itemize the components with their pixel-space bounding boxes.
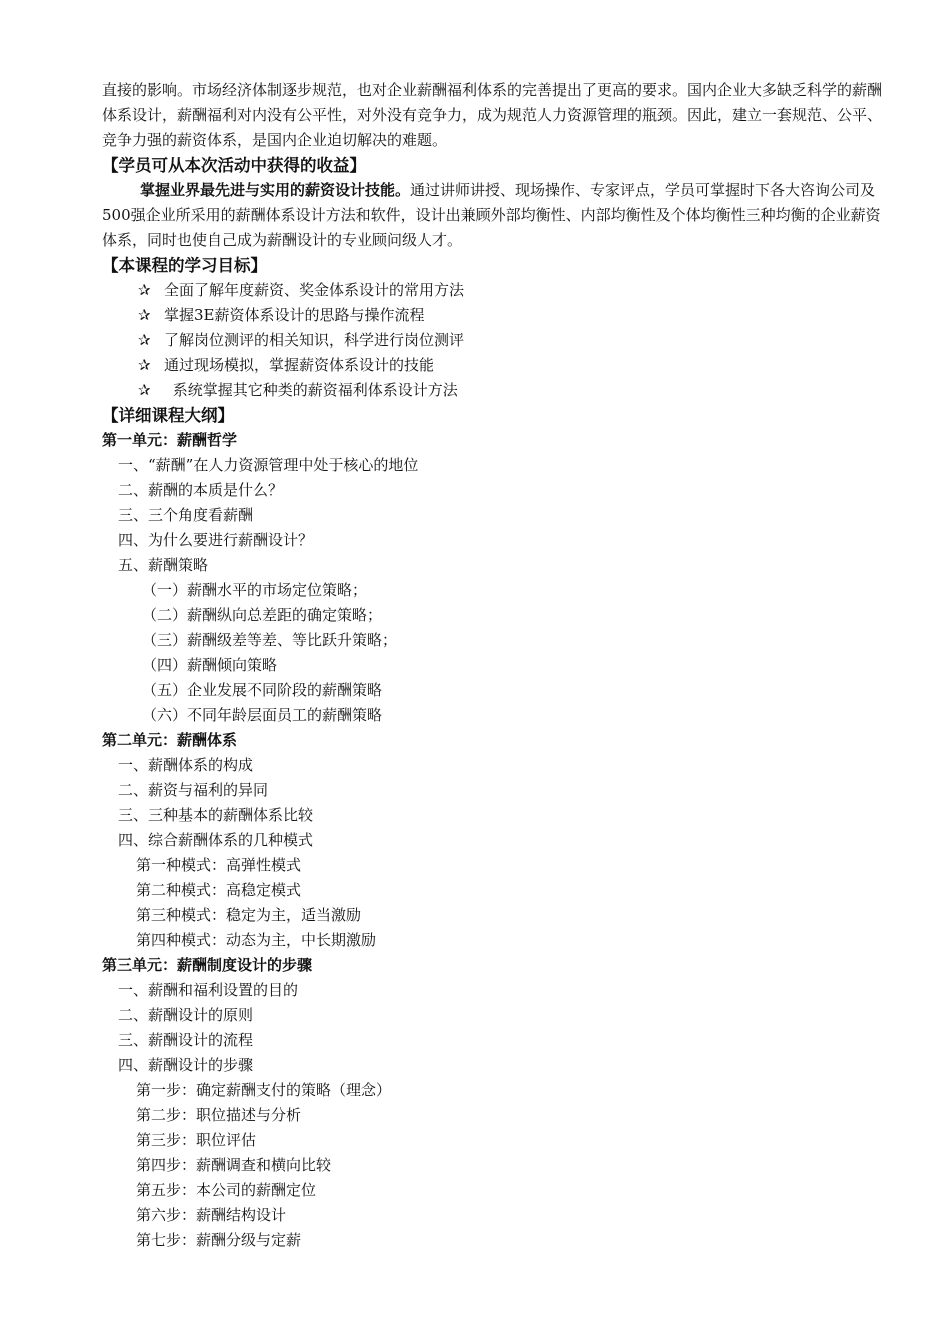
- outline-subitem: （三）薪酬级差等差、等比跃升策略；: [142, 631, 398, 649]
- benefits-heading: 【学员可从本次活动中获得的收益】: [102, 156, 366, 175]
- outline-subitem: 第六步：薪酬结构设计: [136, 1206, 287, 1224]
- benefits-lead: 掌握业界最先进与实用的薪资设计技能。: [140, 181, 411, 199]
- intro-paragraph: 直接的影响。市场经济体制逐步规范，也对企业薪酬福利体系的完善提出了更高的要求。国内企业大多缺乏科学的薪酬体系设计，薪酬福利对内没有公平性，对外没有竞争力，成为规范人力资源管理的瓶颈。因此，建立一套规范、公平、竞争力强的薪资体系，是国内企业迫切解决的难题。: [102, 81, 883, 149]
- outline-subitem: 第二步：职位描述与分析: [136, 1106, 302, 1124]
- outline-item: 一、薪酬和福利设置的目的: [118, 981, 299, 999]
- outline-subitem: （六）不同年龄层面员工的薪酬策略: [142, 706, 383, 724]
- outline-subitem: 第一步：确定薪酬支付的策略（理念）: [136, 1081, 392, 1099]
- document-page: [102, 78, 882, 1253]
- outline-subitem: （二）薪酬纵向总差距的确定策略；: [142, 606, 383, 624]
- outline-subitem: （四）薪酬倾向策略: [142, 656, 278, 674]
- star-icon: ✰: [138, 381, 151, 399]
- outline-item: 一、“薪酬”在人力资源管理中处于核心的地位: [118, 456, 419, 474]
- outline-item: 三、三个角度看薪酬: [118, 506, 254, 524]
- outline-item: 二、薪酬的本质是什么？: [118, 481, 284, 499]
- unit2-title: 第二单元：薪酬体系: [102, 731, 238, 749]
- goal-item: ✰ 通过现场模拟，掌握薪资体系设计的技能: [102, 353, 882, 378]
- outline-subitem: 第三种模式：稳定为主，适当激励: [136, 906, 362, 924]
- outline-item: 二、薪酬设计的原则: [118, 1006, 254, 1024]
- benefits-paragraph: [102, 178, 882, 253]
- outline-item: 四、为什么要进行薪酬设计？: [118, 531, 314, 549]
- goals-heading: 【本课程的学习目标】: [102, 256, 267, 275]
- goal-item: ✰ 了解岗位测评的相关知识，科学进行岗位测评: [102, 328, 882, 353]
- outline-heading: 【详细课程大纲】: [102, 406, 234, 425]
- star-icon: ✰: [138, 356, 151, 374]
- outline-item: 二、薪资与福利的异同: [118, 781, 269, 799]
- goal-item: ✰ 全面了解年度薪资、奖金体系设计的常用方法: [102, 278, 882, 303]
- outline-item: 四、薪酬设计的步骤: [118, 1056, 254, 1074]
- outline-subitem: 第四种模式：动态为主，中长期激励: [136, 931, 377, 949]
- unit3-title: 第三单元：薪酬制度设计的步骤: [102, 956, 313, 974]
- unit1-title: 第一单元：薪酬哲学: [102, 431, 238, 449]
- outline-subitem: 第三步：职位评估: [136, 1131, 257, 1149]
- outline-item: 四、综合薪酬体系的几种模式: [118, 831, 314, 849]
- star-icon: ✰: [138, 306, 151, 324]
- goal-item: ✰ 掌握3E薪资体系设计的思路与操作流程: [102, 303, 882, 328]
- goals-list: [102, 278, 882, 403]
- outline-item: 三、三种基本的薪酬体系比较: [118, 806, 314, 824]
- outline-item: 一、薪酬体系的构成: [118, 756, 254, 774]
- outline-subitem: 第四步：薪酬调查和横向比较: [136, 1156, 332, 1174]
- outline-item: 三、薪酬设计的流程: [118, 1031, 254, 1049]
- outline-item: 五、薪酬策略: [118, 556, 209, 574]
- goal-item: ✰ 系统掌握其它种类的薪资福利体系设计方法: [102, 378, 882, 403]
- outline-subitem: 第五步：本公司的薪酬定位: [136, 1181, 317, 1199]
- outline-subitem: 第七步：薪酬分级与定薪: [136, 1231, 302, 1249]
- outline-subitem: （一）薪酬水平的市场定位策略；: [142, 581, 368, 599]
- outline-subitem: （五）企业发展不同阶段的薪酬策略: [142, 681, 383, 699]
- benefits-body: 通过讲师讲授、现场操作、专家评点，学员可掌握时下各大咨询公司及500强企业所采用的薪酬体系设计方法和软件，设计出兼顾外部均衡性、内部均衡性及个体均衡性三种均衡的企业薪资体系，同时也使自己成为薪酬设计的专业顾问级人才。: [102, 181, 881, 249]
- star-icon: ✰: [138, 331, 151, 349]
- outline-subitem: 第一种模式：高弹性模式: [136, 856, 302, 874]
- outline-subitem: 第二种模式：高稳定模式: [136, 881, 302, 899]
- star-icon: ✰: [138, 281, 151, 299]
